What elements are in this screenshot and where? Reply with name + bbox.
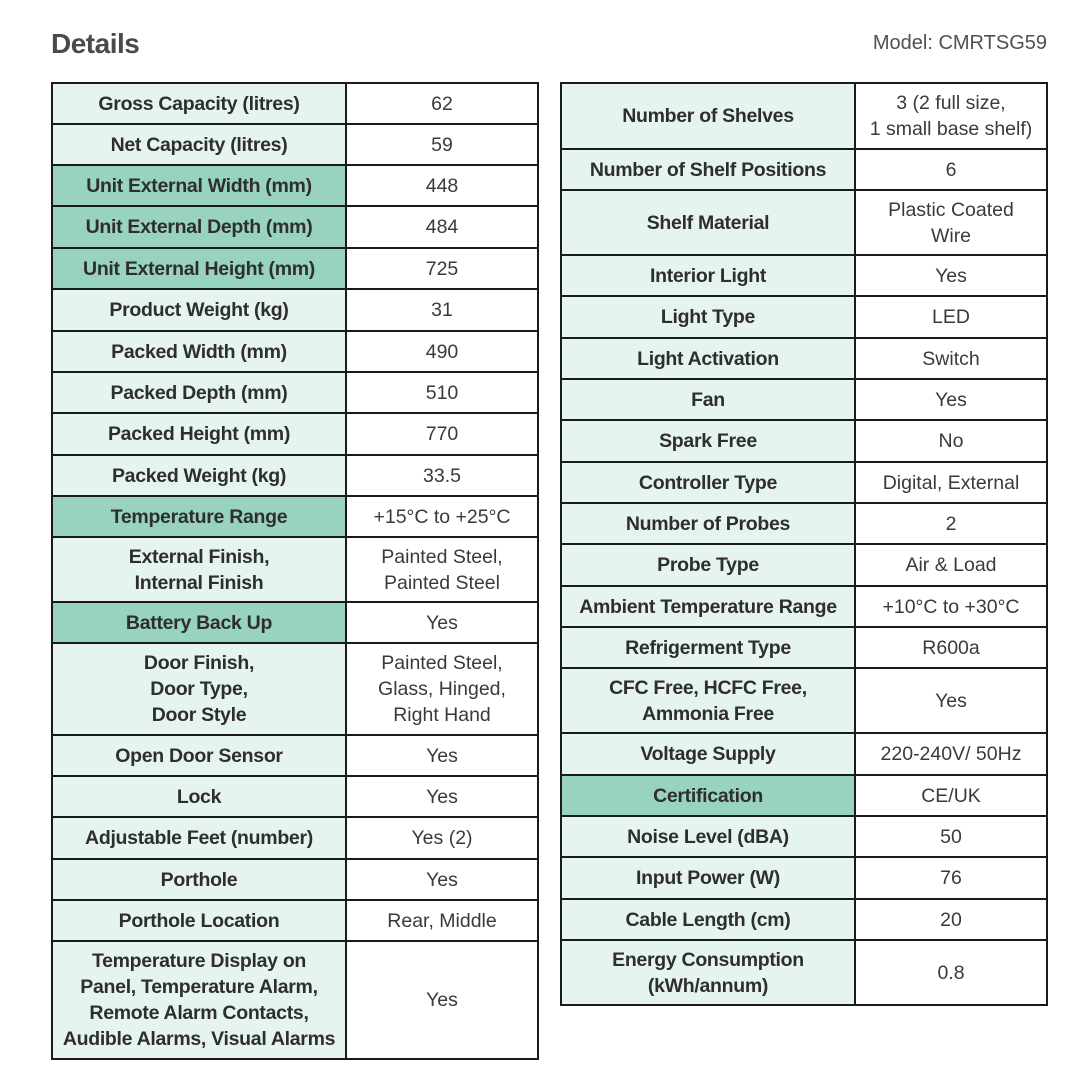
spec-label: Unit External Height (mm) (83, 257, 315, 280)
spec-value-cell (855, 940, 1047, 1005)
spec-value: Yes (2) (411, 827, 473, 849)
spec-value: R600a (922, 636, 980, 659)
spec-label: Temperature Range (110, 505, 288, 528)
spec-value: 59 (431, 133, 453, 156)
spec-label-cell (52, 643, 346, 735)
spec-value: 50 (940, 825, 962, 848)
spec-value: +10°C to +30°C (882, 595, 1020, 618)
spec-row (52, 643, 538, 735)
spec-value-cell (855, 857, 1047, 899)
spec-label-cell (561, 503, 855, 544)
spec-value: Yes (935, 388, 967, 411)
spec-label-cell (561, 190, 855, 255)
spec-row (52, 413, 538, 455)
spec-value: 2 (945, 512, 957, 535)
spec-value-cell (346, 776, 538, 817)
spec-label-cell (561, 857, 855, 899)
spec-value: Digital, External (882, 471, 1020, 494)
spec-label: Light Type (660, 306, 756, 328)
spec-value-cell (855, 733, 1047, 775)
spec-label: Unit External Width (mm) (86, 174, 312, 197)
spec-row (52, 941, 538, 1059)
spec-label-cell (561, 775, 855, 816)
spec-value-cell (855, 420, 1047, 462)
spec-label-cell (561, 586, 855, 627)
spec-value: Yes (426, 785, 458, 808)
spec-value-cell (346, 124, 538, 165)
spec-label: Light Activation (637, 347, 779, 370)
spec-value: Yes (935, 264, 967, 287)
spec-value-cell (346, 455, 538, 496)
spec-label: Temperature Display on Panel, Temperature Alarm, Remote Alarm Contacts, Audible Alarms, Visual Alarms (62, 950, 336, 1050)
spec-label: Shelf Material (646, 211, 770, 234)
spec-value: 770 (425, 423, 459, 445)
spec-label: Packed Height (mm) (107, 423, 291, 445)
spec-value-cell (346, 331, 538, 372)
spec-label: Number of Shelves (622, 105, 794, 127)
spec-value-cell (346, 602, 538, 643)
spec-label-cell (52, 289, 346, 331)
spec-label: Product Weight (kg) (109, 299, 289, 321)
spec-value-cell (346, 83, 538, 124)
spec-value-cell (855, 899, 1047, 940)
spec-label-cell (52, 941, 346, 1059)
spec-value: 3 (2 full size, 1 small base shelf) (869, 92, 1033, 140)
spec-label-cell (52, 735, 346, 776)
spec-label-cell (561, 899, 855, 940)
spec-row (561, 899, 1047, 940)
spec-value-cell (855, 190, 1047, 255)
spec-value: 725 (425, 257, 459, 280)
page-title: Details (51, 28, 140, 59)
spec-label: Cable Length (cm) (625, 908, 791, 931)
spec-value: 448 (425, 174, 459, 197)
spec-row (52, 735, 538, 776)
spec-value: Plastic Coated Wire (888, 198, 1014, 247)
spec-value: 76 (940, 867, 962, 889)
spec-value: 0.8 (937, 961, 965, 984)
spec-label: Net Capacity (litres) (110, 133, 288, 156)
spec-row (52, 817, 538, 859)
spec-value-cell (855, 296, 1047, 338)
spec-label-cell (561, 733, 855, 775)
spec-label-cell (561, 296, 855, 338)
spec-row (52, 124, 538, 165)
spec-row (561, 83, 1047, 149)
spec-value: Painted Steel, Glass, Hinged, Right Hand (378, 652, 506, 726)
spec-value: 220-240V/ 50Hz (880, 743, 1022, 765)
spec-label-cell (52, 455, 346, 496)
spec-value-cell (346, 859, 538, 900)
spec-label: CFC Free, HCFC Free, Ammonia Free (609, 676, 807, 725)
spec-label-cell (52, 372, 346, 413)
spec-value: 490 (425, 340, 459, 363)
spec-value-cell (346, 206, 538, 248)
spec-value: 20 (940, 908, 962, 931)
spec-row (52, 289, 538, 331)
spec-row (52, 859, 538, 900)
spec-label: Open Door Sensor (115, 744, 283, 767)
spec-label-cell (561, 149, 855, 190)
spec-value: 33.5 (423, 464, 461, 487)
spec-value: LED (932, 306, 970, 328)
spec-value-cell (855, 379, 1047, 420)
spec-row (52, 165, 538, 206)
spec-table-right (560, 82, 1048, 1006)
spec-row (52, 83, 538, 124)
spec-label-cell (52, 248, 346, 289)
spec-label-cell (561, 816, 855, 857)
spec-value: Yes (426, 744, 458, 767)
model-number: Model: CMRTSG59 (872, 32, 1047, 54)
spec-value-cell (855, 544, 1047, 586)
spec-row (52, 331, 538, 372)
spec-value-cell (346, 289, 538, 331)
spec-value: Rear, Middle (387, 909, 497, 932)
spec-label-cell (561, 940, 855, 1005)
spec-value: 484 (425, 216, 459, 238)
spec-row (561, 190, 1047, 255)
spec-label-cell (561, 544, 855, 586)
spec-label-cell (52, 776, 346, 817)
spec-value-cell (346, 643, 538, 735)
spec-label: Unit External Depth (mm) (85, 216, 313, 238)
spec-value-cell (855, 775, 1047, 816)
spec-row (52, 900, 538, 941)
spec-row (561, 775, 1047, 816)
spec-label-cell (52, 413, 346, 455)
spec-value: Yes (426, 611, 458, 634)
spec-label: Fan (691, 388, 725, 411)
spec-label-cell (561, 338, 855, 379)
spec-value-cell (346, 941, 538, 1059)
spec-value: Air & Load (905, 554, 997, 576)
spec-label: Packed Width (mm) (111, 340, 287, 363)
spec-label: Packed Weight (kg) (111, 464, 287, 487)
spec-label-cell (52, 900, 346, 941)
spec-row (561, 733, 1047, 775)
spec-value-cell (346, 496, 538, 537)
spec-label: Number of Shelf Positions (589, 158, 827, 181)
spec-row (561, 586, 1047, 627)
spec-row (561, 149, 1047, 190)
spec-label: Input Power (W) (636, 867, 780, 889)
spec-label-cell (561, 379, 855, 420)
spec-label: Spark Free (659, 430, 757, 452)
spec-table-left (51, 82, 539, 1060)
spec-label-cell (52, 602, 346, 643)
spec-label: External Finish, Internal Finish (128, 545, 270, 594)
spec-label-cell (561, 255, 855, 296)
spec-label-cell (52, 331, 346, 372)
spec-value-cell (855, 338, 1047, 379)
spec-row (561, 544, 1047, 586)
spec-value-cell (346, 372, 538, 413)
spec-row (561, 668, 1047, 733)
spec-value-cell (855, 503, 1047, 544)
spec-label: Adjustable Feet (number) (85, 827, 313, 849)
spec-label: Probe Type (657, 554, 759, 576)
spec-row (561, 857, 1047, 899)
spec-label: Certification (653, 784, 763, 807)
spec-label-cell (561, 83, 855, 149)
spec-label-cell (561, 462, 855, 503)
spec-label: Noise Level (dBA) (627, 825, 789, 848)
spec-label: Interior Light (649, 264, 767, 287)
spec-label: Refrigerment Type (625, 636, 791, 659)
spec-row (52, 248, 538, 289)
spec-row (52, 206, 538, 248)
spec-label: Controller Type (638, 471, 778, 494)
spec-label: Number of Probes (625, 512, 791, 535)
spec-row (52, 537, 538, 602)
spec-label-cell (561, 668, 855, 733)
spec-row (52, 602, 538, 643)
spec-value: 510 (425, 381, 459, 404)
spec-row (561, 338, 1047, 379)
spec-label-cell (52, 206, 346, 248)
spec-value-cell (346, 735, 538, 776)
spec-row (52, 496, 538, 537)
spec-value: +15°C to +25°C (373, 505, 511, 528)
spec-row (561, 420, 1047, 462)
spec-value: Yes (935, 689, 967, 712)
spec-row (52, 455, 538, 496)
spec-value: Switch (922, 347, 980, 370)
spec-value-cell (346, 248, 538, 289)
spec-value-cell (855, 816, 1047, 857)
spec-label-cell (52, 859, 346, 900)
spec-label: Gross Capacity (litres) (98, 92, 300, 115)
spec-label-cell (52, 817, 346, 859)
spec-row (561, 462, 1047, 503)
spec-label-cell (561, 627, 855, 668)
spec-label-cell (52, 496, 346, 537)
spec-label: Ambient Temperature Range (579, 595, 837, 618)
spec-row (561, 255, 1047, 296)
spec-row (52, 372, 538, 413)
spec-label-cell (52, 537, 346, 602)
spec-label-cell (52, 124, 346, 165)
spec-value: Painted Steel, Painted Steel (381, 545, 503, 594)
spec-value-cell (346, 165, 538, 206)
spec-label: Door Finish, Door Type, Door Style (143, 652, 255, 726)
spec-row (561, 940, 1047, 1005)
spec-value: 62 (431, 92, 453, 115)
spec-value-cell (346, 817, 538, 859)
spec-value: Yes (426, 989, 458, 1011)
spec-row (561, 296, 1047, 338)
spec-row (561, 627, 1047, 668)
spec-row (561, 816, 1047, 857)
spec-label: Porthole Location (118, 909, 280, 932)
spec-label-cell (52, 165, 346, 206)
spec-value-cell (346, 413, 538, 455)
spec-value: 31 (431, 299, 453, 321)
spec-value-cell (855, 668, 1047, 733)
spec-label: Packed Depth (mm) (110, 381, 288, 404)
spec-value-cell (855, 149, 1047, 190)
spec-value: 6 (945, 158, 957, 181)
spec-row (52, 776, 538, 817)
spec-value: No (938, 430, 964, 452)
spec-value-cell (855, 255, 1047, 296)
spec-value: Yes (426, 868, 458, 891)
spec-label: Lock (176, 785, 222, 808)
spec-label: Voltage Supply (640, 743, 776, 765)
spec-row (561, 379, 1047, 420)
spec-value-cell (855, 586, 1047, 627)
spec-value: CE/UK (921, 784, 981, 807)
spec-label: Battery Back Up (125, 611, 273, 634)
spec-label-cell (561, 420, 855, 462)
spec-label: Porthole (160, 868, 238, 891)
spec-value-cell (855, 462, 1047, 503)
spec-value-cell (346, 900, 538, 941)
spec-value-cell (855, 627, 1047, 668)
spec-value-cell (346, 537, 538, 602)
spec-label: Energy Consumption (kWh/annum) (612, 948, 804, 997)
spec-row (561, 503, 1047, 544)
spec-value-cell (855, 83, 1047, 149)
spec-label-cell (52, 83, 346, 124)
